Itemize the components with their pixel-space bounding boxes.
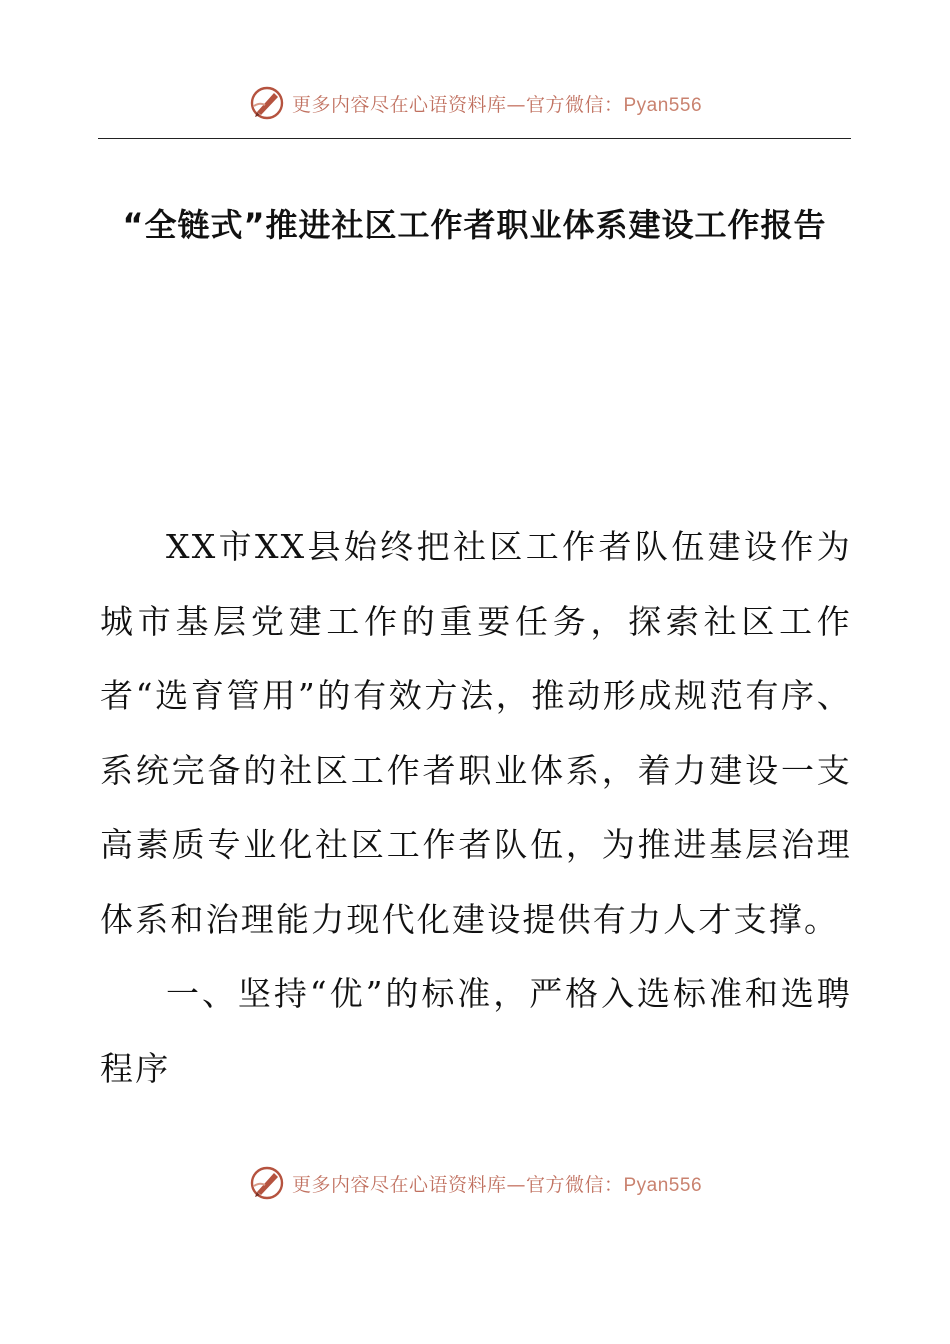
footer-banner	[0, 1163, 950, 1203]
header-banner	[0, 83, 950, 123]
body-paragraph: XX市XX县始终把社区工作者队伍建设作为城市基层党建工作的重要任务，探索社区工作者“选育管用”的有效方法，推动形成规范有序、系统完备的社区工作者职业体系，着力建设一支高素质专业化社区工作者队伍，为推进基层治理体系和治理能力现代化建设提供有力人才支撑。	[100, 527, 852, 939]
header-brand-text: 更多内容尽在心语资料库	[291, 93, 507, 116]
document-body	[100, 510, 852, 1106]
header-banner-text	[292, 90, 702, 117]
document-title: “全链式”推进社区工作者职业体系建设工作报告	[122, 206, 827, 244]
footer-wechat-id: Pyan556	[623, 1174, 703, 1196]
section-heading: 一、坚持“优”的标准，严格入选标准和选聘程序	[100, 974, 852, 1088]
header-dash: —	[506, 93, 526, 116]
pen-nib-logo-icon	[248, 1164, 286, 1202]
footer-wechat-label: 官方微信：	[525, 1173, 624, 1196]
header-wechat-label: 官方微信：	[525, 93, 624, 116]
header-wechat-id: Pyan556	[623, 94, 703, 116]
pen-nib-logo-icon	[248, 84, 286, 122]
footer-brand-text: 更多内容尽在心语资料库	[291, 1173, 507, 1196]
footer-banner-text	[292, 1170, 702, 1197]
header-divider	[98, 138, 851, 139]
footer-dash: —	[506, 1173, 526, 1196]
